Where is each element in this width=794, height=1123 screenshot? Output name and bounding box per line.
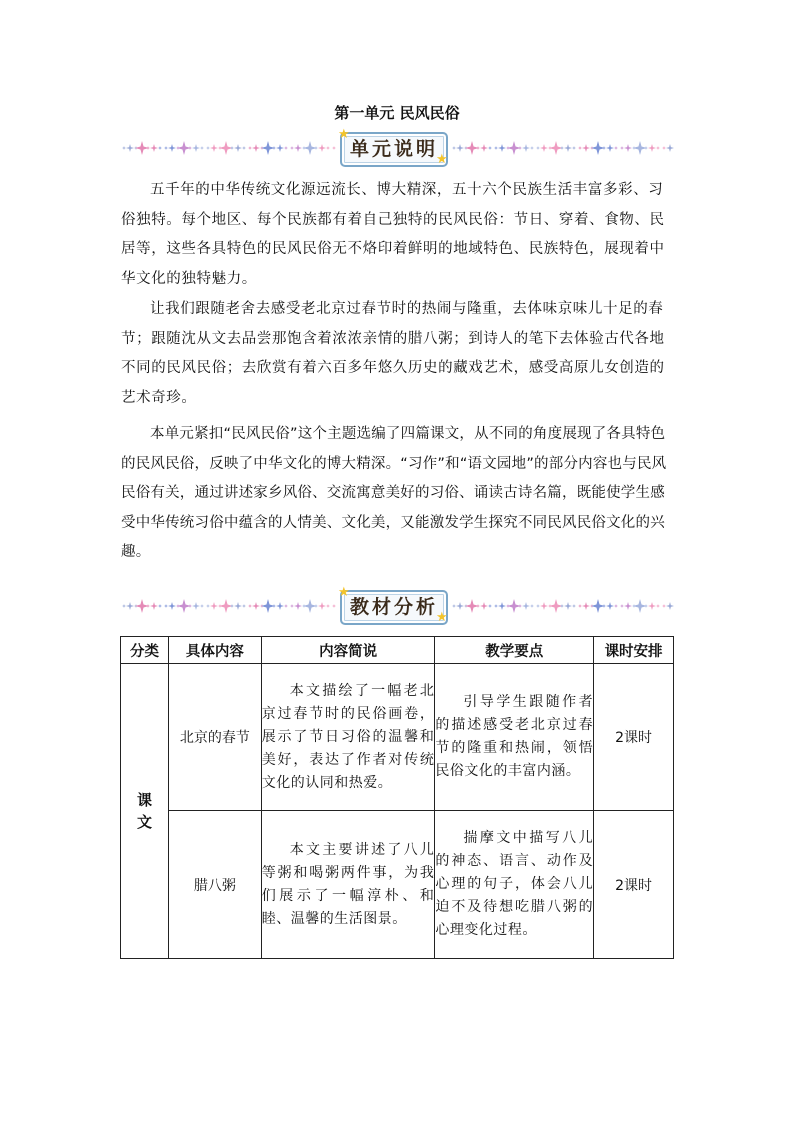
sparkle-icon xyxy=(662,146,666,150)
sparkle-icon xyxy=(480,602,488,610)
sparkle-icon xyxy=(560,146,564,150)
sparkle-icon xyxy=(290,146,294,150)
sparkle-icon xyxy=(606,602,614,610)
sparkle-icon xyxy=(602,604,606,608)
sparkle-icon xyxy=(476,604,480,608)
star-icon: ★ xyxy=(436,152,448,167)
column-header: 课时安排 xyxy=(594,637,674,664)
sparkle-icon xyxy=(146,604,150,608)
sparkle-icon xyxy=(494,146,498,150)
sparkle-icon xyxy=(614,146,618,150)
sparkle-icon xyxy=(452,146,456,150)
sparkle-icon xyxy=(666,602,674,610)
sparkle-icon xyxy=(518,146,522,150)
sparkle-icon xyxy=(234,602,242,610)
intro-paragraph: 让我们跟随老舍去感受老北京过春节时的热闹与隆重，去体味京味儿十足的春节；跟随沈从文去品尝那饱含着浓浓亲情的腊八粥；到诗人的笔下去体验古代各地不同的民风民俗；去欣赏有着六百多年悠久历史的藏戏艺术，感受高原儿女创造的艺术奇珍。 xyxy=(121,301,665,406)
hours-cell: 2课时 xyxy=(594,811,674,959)
content-cell: 腊八粥 xyxy=(168,811,261,959)
sparkle-icon xyxy=(522,602,530,610)
sparkle-icon xyxy=(648,602,656,610)
sparkle-icon xyxy=(158,604,162,608)
sparkle-icon xyxy=(540,602,548,610)
sparkle-icon xyxy=(564,144,572,152)
sparkle-icon xyxy=(624,602,632,610)
sparkle-icon xyxy=(666,144,674,152)
sparkle-icon xyxy=(498,144,506,152)
sparkle-icon xyxy=(126,144,134,152)
column-header: 内容简说 xyxy=(261,637,435,664)
sparkle-icon xyxy=(318,144,326,152)
star-icon: ★ xyxy=(338,127,350,142)
sparkle-icon xyxy=(168,602,176,610)
hours-cell: 2课时 xyxy=(594,664,674,811)
sparkle-icon xyxy=(644,146,648,150)
sparkle-icon xyxy=(578,146,582,150)
sparkle-icon xyxy=(210,144,218,152)
sparkle-icon xyxy=(620,604,624,608)
sparkle-icon xyxy=(318,602,326,610)
sparkle-icon xyxy=(126,602,134,610)
sparkle-icon xyxy=(656,604,660,608)
summary-cell: 本文描绘了一幅老北京过春节时的民俗画卷，展示了节日习俗的温馨和美好，表达了作者对传统文化的认同和热爱。 xyxy=(261,664,435,811)
sparkle-icon xyxy=(210,602,218,610)
key-points-cell: 揣摩文中描写八儿的神态、语言、动作及心理的句子，体会八儿迫不及待想吃腊八粥的心理变化过程。 xyxy=(435,811,594,959)
star-icon: ★ xyxy=(436,610,448,625)
sparkle-icon xyxy=(248,146,252,150)
sparkle-icon xyxy=(290,604,294,608)
star-icon: ★ xyxy=(338,585,350,600)
sparkle-icon xyxy=(644,604,648,608)
sparkle-icon xyxy=(606,144,614,152)
sparkle-icon xyxy=(276,602,284,610)
sparkle-icon xyxy=(150,144,158,152)
sparkle-icon xyxy=(122,604,126,608)
sparkle-icon xyxy=(476,146,480,150)
column-header: 具体内容 xyxy=(168,637,261,664)
sparkle-icon xyxy=(158,146,162,150)
sparkle-icon xyxy=(242,604,246,608)
sparkle-icon xyxy=(624,144,632,152)
table-row xyxy=(121,664,674,811)
intro-paragraph: 本单元紧扣“民风民俗”这个主题选编了四篇课文，从不同的角度展现了各具特色的民风民俗，反映了中华文化的博大精深。“习作”和“语文园地”的部分内容也与民风民俗有关，通过讲述家乡风俗、交流寓意美好的习俗、诵读古诗名篇，既能使学生感受中华传统习俗中蕴含的人情美、文化美，又能激发学生探究不同民风民俗文化的兴趣。 xyxy=(121,426,667,560)
sparkle-icon xyxy=(452,604,456,608)
sparkle-icon xyxy=(536,146,540,150)
section-banner-material-analysis xyxy=(120,585,676,625)
sparkle-icon xyxy=(572,604,576,608)
sparkle-icon xyxy=(582,602,590,610)
content-cell: 北京的春节 xyxy=(168,664,261,811)
sparkle-icon xyxy=(294,602,302,610)
sparkle-icon xyxy=(252,144,260,152)
sparkle-icon xyxy=(582,144,590,152)
sparkle-icon xyxy=(252,602,260,610)
sparkle-icon xyxy=(456,602,464,610)
sparkle-icon xyxy=(248,604,252,608)
sparkle-icon xyxy=(230,604,234,608)
sparkle-icon xyxy=(242,146,246,150)
column-header: 分类 xyxy=(121,637,169,664)
sparkle-icon xyxy=(564,602,572,610)
sparkle-icon xyxy=(518,604,522,608)
table-row xyxy=(121,811,674,959)
sparkle-icon xyxy=(326,146,330,150)
sparkle-icon xyxy=(662,604,666,608)
section-badge xyxy=(340,132,448,167)
column-header: 教学要点 xyxy=(435,637,594,664)
sparkle-icon xyxy=(200,604,204,608)
sparkle-icon xyxy=(536,604,540,608)
sparkle-icon xyxy=(122,146,126,150)
sparkle-icon xyxy=(540,144,548,152)
section-banner-unit-description xyxy=(120,127,676,167)
sparkle-icon xyxy=(272,604,276,608)
sparkle-icon xyxy=(494,604,498,608)
section-badge xyxy=(340,590,448,625)
summary-cell: 本文主要讲述了八儿等粥和喝粥两件事，为我们展示了一幅淳朴、和睦、温馨的生活图景。 xyxy=(261,811,435,959)
sparkle-icon xyxy=(150,602,158,610)
material-analysis-table xyxy=(120,636,674,959)
sparkle-icon xyxy=(188,146,192,150)
sparkle-icon xyxy=(284,604,288,608)
page-title: 第一单元 民风民俗 xyxy=(334,104,460,122)
sparkle-icon xyxy=(498,602,506,610)
sparkle-icon xyxy=(272,146,276,150)
sparkle-icon xyxy=(192,144,200,152)
sparkle-icon xyxy=(314,604,318,608)
sparkle-icon xyxy=(168,144,176,152)
sparkle-icon xyxy=(314,146,318,150)
sparkle-icon xyxy=(480,144,488,152)
sparkle-icon xyxy=(192,602,200,610)
sparkle-icon xyxy=(648,144,656,152)
sparkle-icon xyxy=(146,146,150,150)
sparkle-icon xyxy=(656,146,660,150)
section-heading: 单元说明 xyxy=(349,138,438,160)
sparkle-icon xyxy=(294,144,302,152)
sparkle-icon xyxy=(602,146,606,150)
sparkle-icon xyxy=(332,604,336,608)
key-points-cell: 引导学生跟随作者的描述感受老北京过春节的隆重和热闹，领悟民俗文化的丰富内涵。 xyxy=(435,664,594,811)
sparkle-icon xyxy=(620,146,624,150)
sparkle-icon xyxy=(332,146,336,150)
intro-paragraph: 五千年的中华传统文化源远流长、博大精深，五十六个民族生活丰富多彩、习俗独特。每个地区、每个民族都有着自己独特的民风民俗：节日、穿着、食物、民居等，这些各具特色的民风民俗无不烙印着鲜明的地域特色、民族特色，展现着中华文化的独特魅力。 xyxy=(121,182,665,287)
sparkle-icon xyxy=(284,146,288,150)
sparkle-icon xyxy=(206,146,210,150)
sparkle-icon xyxy=(522,144,530,152)
sparkle-icon xyxy=(614,604,618,608)
sparkle-icon xyxy=(188,604,192,608)
category-label: 课文 xyxy=(136,791,152,831)
sparkle-icon xyxy=(164,604,168,608)
sparkle-icon xyxy=(276,144,284,152)
sparkle-icon xyxy=(164,146,168,150)
sparkle-icon xyxy=(234,144,242,152)
sparkle-icon xyxy=(560,604,564,608)
sparkle-icon xyxy=(530,604,534,608)
sparkle-icon xyxy=(456,144,464,152)
sparkle-icon xyxy=(206,604,210,608)
table-header-row xyxy=(121,637,674,664)
sparkle-icon xyxy=(488,604,492,608)
sparkle-icon xyxy=(326,604,330,608)
sparkle-icon xyxy=(572,146,576,150)
sparkle-icon xyxy=(488,146,492,150)
sparkle-icon xyxy=(578,604,582,608)
category-cell xyxy=(121,664,169,959)
sparkle-icon xyxy=(530,146,534,150)
section-heading: 教材分析 xyxy=(349,596,438,618)
sparkle-icon xyxy=(200,146,204,150)
sparkle-icon xyxy=(230,146,234,150)
